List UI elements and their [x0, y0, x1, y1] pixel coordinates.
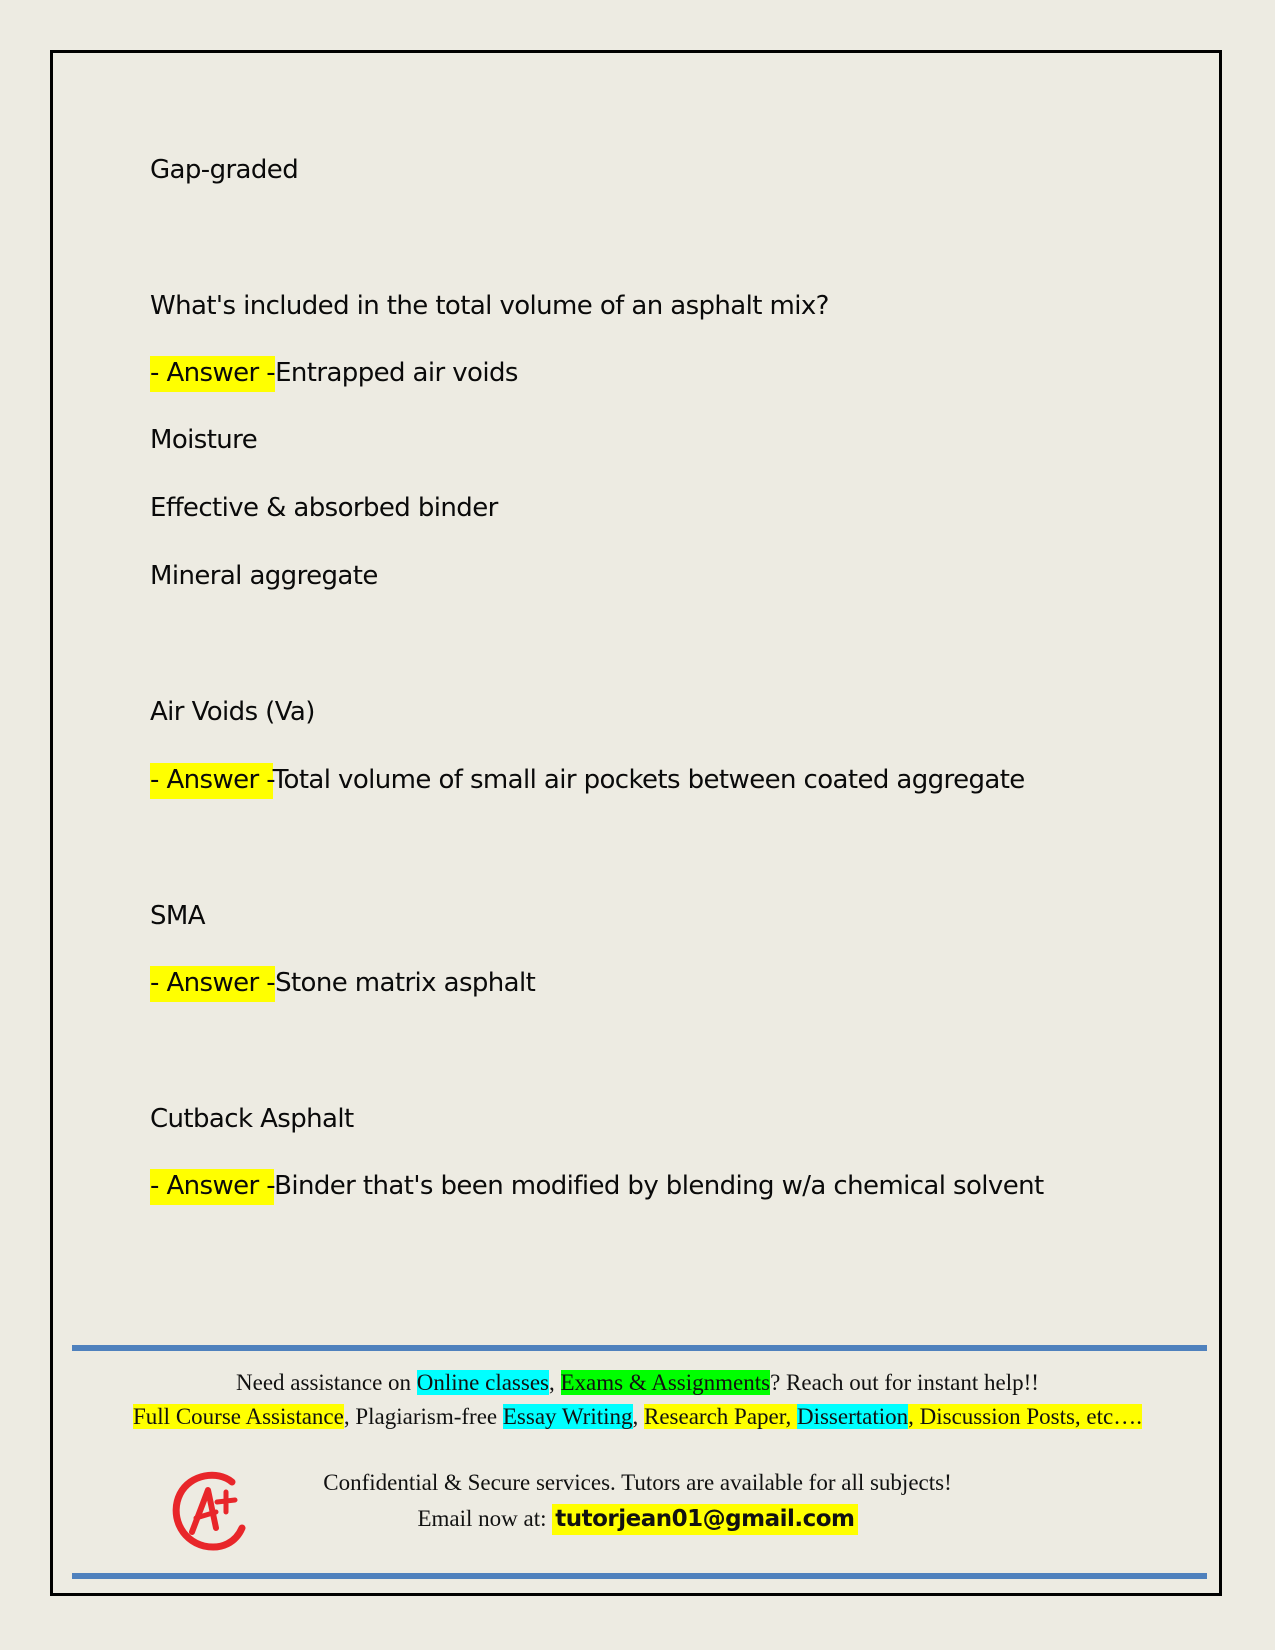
answer-total-volume: [150, 355, 518, 391]
footer-text: ? Reach out for instant help!!: [770, 1370, 1039, 1395]
answer-air-voids: [150, 762, 1025, 798]
answer-label: - Answer -: [150, 356, 275, 392]
footer-line-email: [60, 1504, 1215, 1534]
answer-label: - Answer -: [150, 1169, 274, 1205]
answer-sma: [150, 965, 535, 1001]
question-total-volume: What's included in the total volume of an asphalt mix?: [150, 291, 829, 321]
page-border: [50, 50, 1222, 1596]
footer-line-confidential: Confidential & Secure services. Tutors are available for all subjects!: [323, 1470, 952, 1495]
question-gap-graded: Gap-graded: [150, 155, 299, 185]
answer-line-aggregate: Mineral aggregate: [150, 561, 378, 591]
answer-label: - Answer -: [150, 966, 275, 1002]
footer-text: Need assistance on: [236, 1370, 417, 1395]
answer-text: Entrapped air voids: [275, 358, 518, 388]
footer-top-rule: [72, 1345, 1207, 1351]
highlight-discussion-posts: , Discussion Posts, etc….: [908, 1404, 1142, 1429]
highlight-online-classes: Online classes: [416, 1370, 549, 1395]
highlight-essay-writing: Essay Writing: [502, 1404, 633, 1429]
question-sma: SMA: [150, 901, 205, 931]
footer-line-assistance: [60, 1368, 1215, 1398]
highlight-dissertation: Dissertation: [796, 1404, 909, 1429]
answer-cutback-asphalt: [150, 1168, 1044, 1204]
highlight-research-paper: Research Paper,: [644, 1404, 797, 1429]
question-cutback-asphalt: Cutback Asphalt: [150, 1104, 354, 1134]
answer-text: Stone matrix asphalt: [275, 968, 536, 998]
footer-text: ,: [549, 1370, 561, 1395]
footer-line-services: [60, 1402, 1215, 1432]
answer-line-binder: Effective & absorbed binder: [150, 493, 498, 523]
highlight-exams: Exams & Assignments: [560, 1370, 771, 1395]
footer-text: ,: [632, 1404, 644, 1429]
question-air-voids: Air Voids (Va): [150, 697, 315, 727]
answer-text: Total volume of small air pockets between coated aggregate: [272, 765, 1025, 795]
footer-bottom-rule: [72, 1573, 1207, 1579]
footer-text: , Plagiarism-free: [343, 1404, 503, 1429]
highlight-full-course: Full Course Assistance: [133, 1404, 344, 1429]
answer-label: - Answer -: [150, 763, 273, 799]
answer-line-moisture: Moisture: [150, 425, 258, 455]
email-link[interactable]: tutorjean01@gmail.com: [552, 1504, 857, 1535]
answer-text: Binder that's been modified by blending w/a chemical solvent: [274, 1171, 1044, 1201]
email-prefix: Email now at:: [417, 1506, 553, 1531]
